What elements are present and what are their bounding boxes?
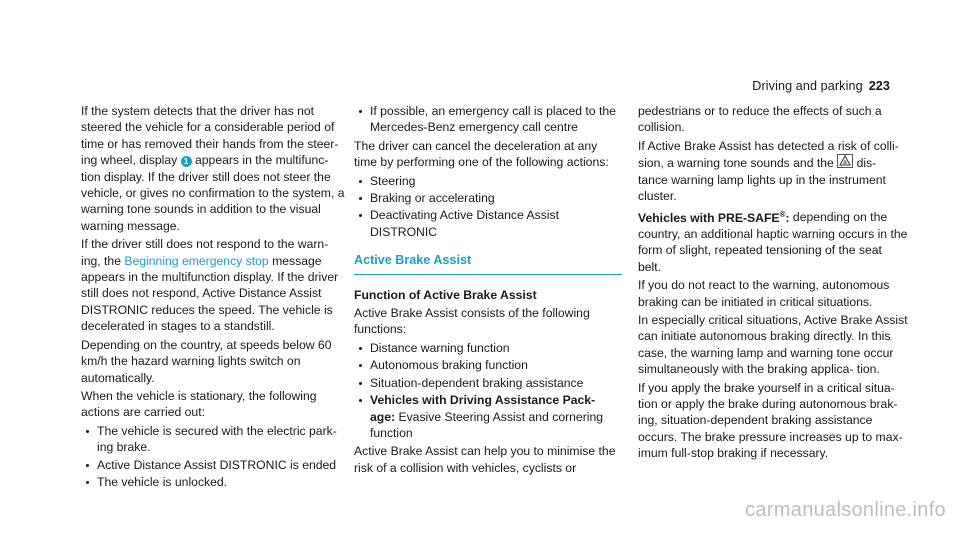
paragraph-autonomous-braking: If you do not react to the warning, autonomous braking can be initiated in critical situations.: [638, 278, 890, 309]
text: :: [785, 210, 790, 225]
text: If the system detects that the driver has not steered the vehicle for a considerable period of time or has removed their hands from the steer- ing wheel, display: [81, 104, 339, 168]
paragraph-emergency-stop: [81, 236, 351, 334]
display-number-badge: 1: [181, 156, 192, 167]
cancel-actions-list: [354, 173, 622, 241]
list-item: If possible, an emergency call is placed to the Mercedes-Benz emergency call centre: [354, 103, 622, 136]
list-item: The vehicle is secured with the electric park- ing brake.: [81, 423, 351, 456]
text: Evasive Steering Assist and cornering function: [370, 409, 604, 440]
registered-mark: ®: [779, 209, 786, 219]
emergency-call-list: [354, 103, 622, 136]
paragraph-pedestrians: pedestrians or to reduce the effects of such a collision.: [638, 104, 882, 135]
list-item: The vehicle is unlocked.: [81, 474, 351, 490]
list-item: Autonomous braking function: [354, 357, 622, 373]
bold-label: Vehicles with Driving Assistance Pack- age:: [370, 393, 596, 424]
functions-list: [354, 340, 622, 441]
text: dis- tance warning lamp lights up in the instrument cluster.: [638, 156, 886, 204]
page-number: 223: [868, 79, 890, 93]
paragraph-functions-intro: Active Brake Assist consists of the following functions:: [354, 306, 590, 337]
paragraph-warning-lamp: [638, 138, 908, 205]
text: depending on the country, an additional haptic warning occurs in the form of slight, repeated tensioning of the seat belt.: [638, 210, 908, 274]
bold-label: [638, 211, 790, 225]
list-item: Steering: [354, 173, 622, 189]
page-header: [752, 78, 890, 94]
paragraph-hazard-lights: Depending on the country, at speeds below 60 km/h the hazard warning lights switch on automatically.: [81, 337, 332, 385]
text: appears in the multifunc- tion display. If the driver still does not steer the vehicle, or gives no confirmation to the system, a warning tone sounds in addition to the visual warning message.: [81, 153, 345, 233]
text: If Active Brake Assist has detected a risk of colli- sion, a warning tone sounds and the: [638, 138, 899, 171]
text: If the driver still does not respond to the warn- ing, the: [81, 237, 329, 268]
stationary-actions-list: [81, 423, 351, 491]
paragraph-pre-safe: [638, 206, 908, 275]
emergency-stop-message-link[interactable]: Beginning emergency stop: [124, 253, 269, 268]
list-item: Situation-dependent braking assistance: [354, 375, 622, 391]
paragraph-stationary-actions: When the vehicle is stationary, the following actions are carried out:: [81, 388, 317, 420]
column-2: [354, 103, 622, 478]
list-item: Braking or accelerating: [354, 190, 622, 206]
subheading-function: Function of Active Brake Assist: [354, 287, 537, 302]
list-item: Distance warning function: [354, 340, 622, 356]
text: message appears in the multifunction display. If the driver still does not respond, Active Distance Assist DISTRONIC reduces the speed. The vehicle is decelerated in stages to a standstill.: [81, 253, 339, 334]
paragraph-critical-situations: In especially critical situations, Active Brake Assist can initiate autonomous braking directly. In this case, the warning lamp and warning tone occur simultaneously with the braking applica- tion.: [638, 312, 908, 377]
paragraph-brake-yourself: If you apply the brake yourself in a critical situa- tion or apply the brake during autonomous brak- ing, situation-dependent braking assistance occurs. The brake pressure increases up to max- imum full-stop braking if necessary.: [638, 380, 903, 461]
watermark: carmanualsonline.info: [745, 499, 946, 521]
section-name: Driving and parking: [752, 79, 863, 93]
column-1: [81, 103, 351, 492]
list-item: Active Distance Assist DISTRONIC is ended: [81, 457, 351, 473]
paragraph-steering-detection: [81, 103, 351, 234]
section-title-active-brake-assist: Active Brake Assist: [354, 252, 622, 274]
distance-warning-lamp-icon: [837, 154, 853, 168]
paragraph-collision-risk: Active Brake Assist can help you to minimise the risk of a collision with vehicles, cyclists or: [354, 444, 616, 475]
list-item: Deactivating Active Distance Assist DISTRONIC: [354, 207, 622, 240]
paragraph-cancel-deceleration: The driver can cancel the deceleration at any time by performing one of the following actions:: [354, 138, 609, 170]
text: Vehicles with PRE-SAFE: [638, 210, 780, 225]
list-item-driving-assistance-pack: [354, 392, 622, 441]
column-3: [638, 103, 908, 464]
